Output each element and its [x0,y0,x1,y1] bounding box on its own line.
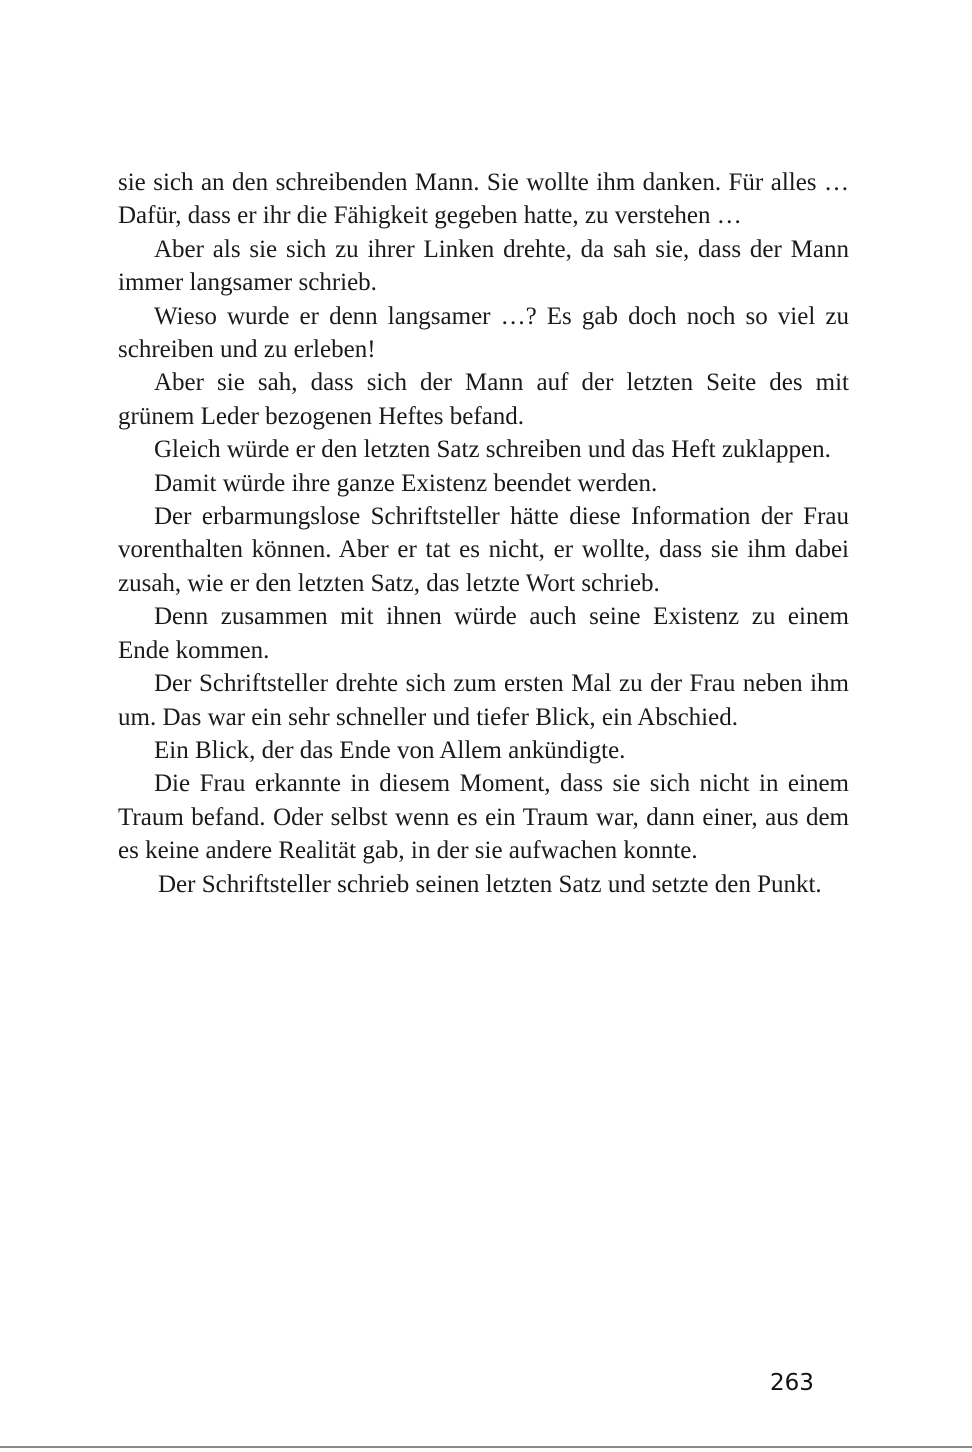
page-number: 263 [770,1370,814,1396]
paragraph: Damit würde ihre ganze Existenz beendet werden. [154,469,658,497]
page-edge-divider [0,1446,972,1448]
paragraph: Der erbarmungslose Schriftsteller hätte diese Information der Frau vorenthalten können. Aber er tat es nicht, er wollte, dass sie ihm dabei zusah, wie er den letzten Satz, das letzte Wort schrieb. [118,503,849,597]
paragraph: Der Schriftsteller schrieb seinen letzten Satz und setzte den Punkt. [158,870,822,898]
paragraph: Die Frau erkannte in diesem Moment, dass sie sich nicht in einem Traum befand. Oder selbst wenn es ein Traum war, dann einer, aus dem es keine andere Realität gab, in der sie aufwachen konnte. [118,770,849,865]
paragraph: Wieso wurde er denn langsamer …? Es gab doch noch so viel zu schreiben und zu erleben! [118,302,849,364]
paragraph: Der Schriftsteller drehte sich zum ersten Mal zu der Frau neben ihm um. Das war ein sehr schneller und tiefer Blick, ein Abschied. [118,670,849,731]
paragraph: Aber als sie sich zu ihrer Linken drehte, da sah sie, dass der Mann immer langsamer schrieb. [118,235,849,297]
paragraph: Gleich würde er den letzten Satz schreiben und das Heft zuklappen. [154,436,831,464]
paragraph: Denn zusammen mit ihnen würde auch seine Existenz zu einem Ende kommen. [118,603,849,664]
page-text [118,166,849,901]
paragraph: Ein Blick, der das Ende von Allem ankündigte. [154,736,626,764]
paragraph: sie sich an den schreibenden Mann. Sie wollte ihm danken. Für alles … Dafür, dass er ihr die Fähigkeit gegeben hatte, zu verstehen … [118,169,849,230]
paragraph: Aber sie sah, dass sich der Mann auf der letzten Seite des mit grünem Leder bezogenen Heftes befand. [118,369,849,430]
